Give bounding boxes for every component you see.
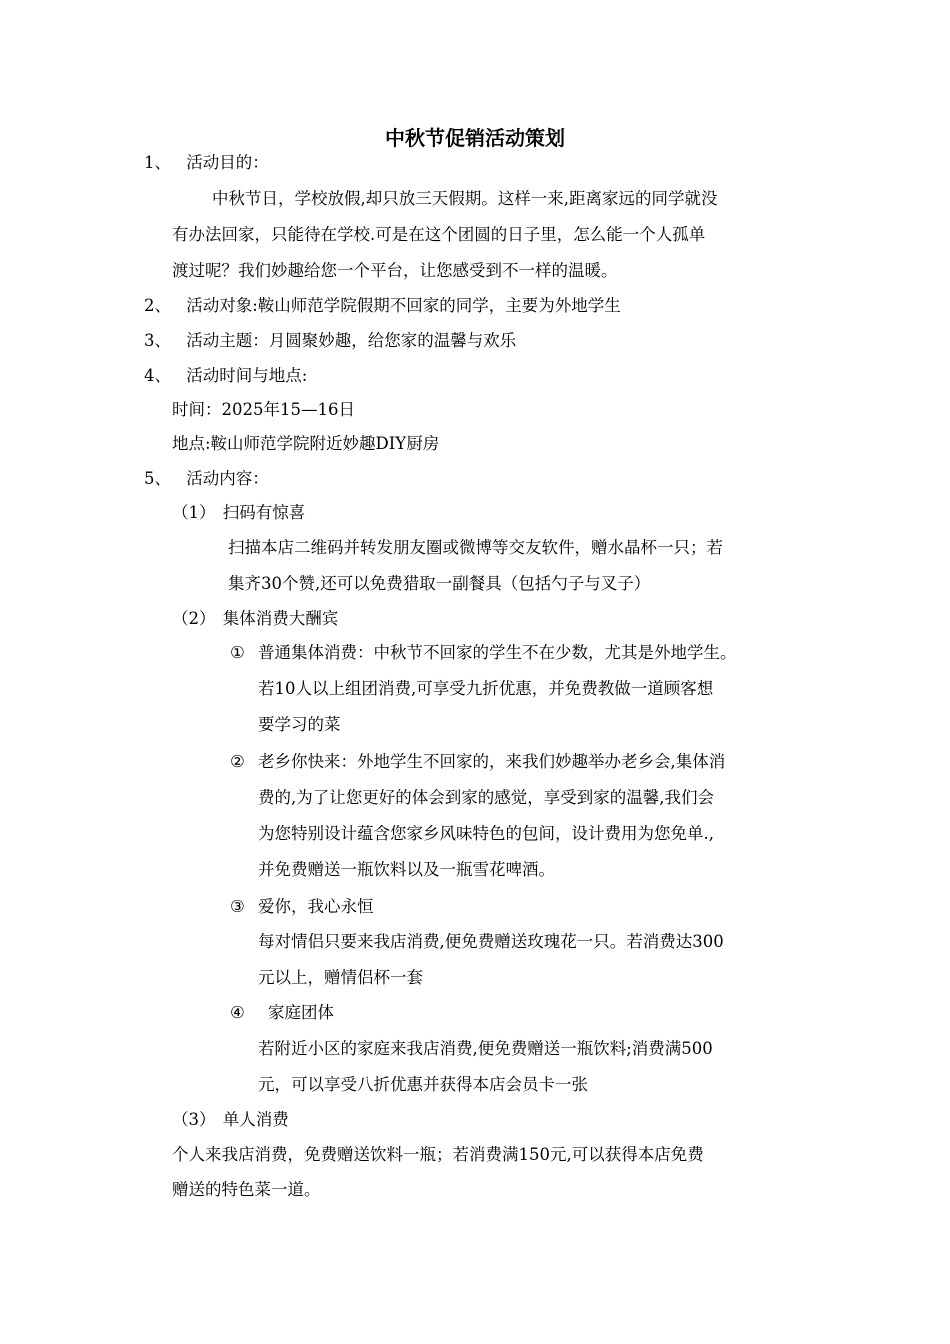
subsection-heading: 扫码有惊喜	[222, 503, 306, 522]
item-line: 元以上，赠情侣杯一套	[258, 968, 423, 987]
item-line: 要学习的菜	[258, 715, 341, 734]
subsection-3-heading	[172, 1108, 289, 1132]
paragraph-line: 集齐30个赞,还可以免费猎取一副餐具（包括勺子与叉子）	[228, 574, 651, 593]
paragraph-line: 中秋节日，学校放假,却只放三天假期。这样一来,距离家远的同学就没	[212, 189, 718, 208]
subsection-heading: 集体消费大酬宾	[222, 609, 339, 628]
item-line: 为您特别设计蕴含您家乡风味特色的包间，设计费用为您免单.,	[258, 824, 714, 843]
event-place: 地点:鞍山师范学院附近妙趣DIY厨房	[172, 434, 440, 453]
section-4-heading	[144, 364, 307, 388]
document-title: 中秋节促销活动策划	[385, 126, 565, 150]
event-time: 时间：2025年15—16日	[172, 400, 355, 419]
paragraph-line: 赠送的特色菜一道。	[172, 1180, 321, 1199]
item-line: 元，可以享受八折优惠并获得本店会员卡一张	[258, 1075, 588, 1094]
subsection-2-heading	[172, 607, 338, 631]
item-number: ④	[230, 1003, 245, 1022]
item-line: 并免费赠送一瓶饮料以及一瓶雪花啤酒。	[258, 860, 555, 879]
item-line: 爱你，我心永恒	[258, 897, 374, 916]
subsection-heading: 单人消费	[222, 1110, 289, 1129]
item-line: 家庭团体	[268, 1003, 334, 1022]
item-line: 每对情侣只要来我店消费,便免费赠送玫瑰花一只。若消费达300	[258, 932, 724, 951]
item-line: 若10人以上组团消费,可享受九折优惠，并免费教做一道顾客想	[258, 679, 714, 698]
section-number: 4、	[144, 366, 171, 385]
item-line: 普通集体消费：中秋节不回家的学生不在少数，尤其是外地学生。	[258, 643, 737, 662]
subsection-number: （3）	[172, 1110, 216, 1129]
item-line: 费的,为了让您更好的体会到家的感觉，享受到家的温馨,我们会	[258, 788, 714, 807]
item-number: ①	[230, 643, 245, 662]
paragraph-line: 扫描本店二维码并转发朋友圈或微博等交友软件，赠水晶杯一只；若	[228, 538, 723, 557]
item-number: ②	[230, 752, 245, 771]
section-text: 活动主题：月圆聚妙趣，给您家的温馨与欢乐	[186, 331, 517, 350]
subsection-number: （2）	[172, 609, 216, 628]
section-number: 5、	[144, 469, 171, 488]
item-line: 老乡你快来：外地学生不回家的，来我们妙趣举办老乡会,集体消	[258, 752, 726, 771]
section-label: 活动目的：	[186, 153, 269, 172]
paragraph-line: 个人来我店消费，免费赠送饮料一瓶；若消费满150元,可以获得本店免费	[172, 1145, 704, 1164]
paragraph-line: 有办法回家，只能待在学校.可是在这个团圆的日子里，怎么能一个人孤单	[172, 225, 706, 244]
paragraph-line: 渡过呢？我们妙趣给您一个平台，让您感受到不一样的温暖。	[172, 261, 618, 280]
item-number: ③	[230, 897, 245, 916]
section-number: 1、	[144, 153, 171, 172]
item-line: 若附近小区的家庭来我店消费,便免费赠送一瓶饮料;消费满500	[258, 1039, 713, 1058]
section-2	[144, 294, 621, 318]
section-3	[144, 329, 516, 353]
section-1-heading	[144, 151, 269, 175]
section-5-heading	[144, 467, 269, 491]
section-text: 活动对象:鞍山师范学院假期不回家的同学，主要为外地学生	[186, 296, 621, 315]
section-number: 3、	[144, 331, 171, 350]
section-number: 2、	[144, 296, 171, 315]
subsection-number: （1）	[172, 503, 216, 522]
subsection-1-heading	[172, 501, 305, 525]
section-label: 活动内容：	[186, 469, 269, 488]
section-label: 活动时间与地点:	[186, 366, 308, 385]
